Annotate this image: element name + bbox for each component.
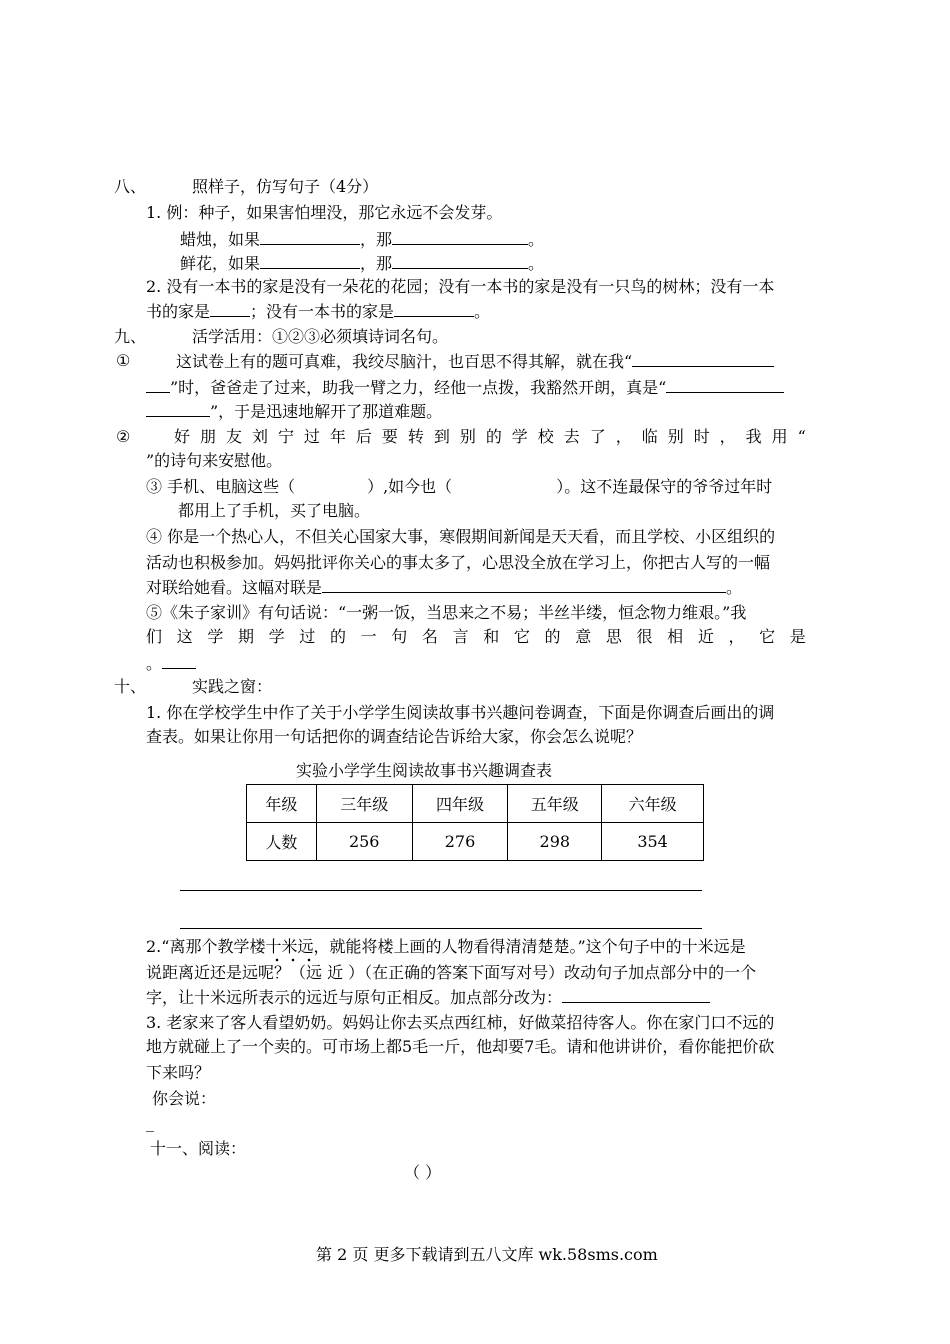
justified-char: 去 (563, 427, 580, 446)
section-8-title: 照样子，仿写句子（4分） (192, 177, 379, 196)
blank[interactable] (260, 228, 360, 245)
justified-char: 名 (421, 627, 438, 646)
justified-char: “ (797, 427, 806, 446)
justified-char: 意 (575, 627, 592, 646)
blank[interactable] (632, 350, 774, 367)
s8-q2-b: ；没有一本书的家是 (250, 302, 395, 321)
s10-q3-line2: 地方就碰上了一个卖的。可市场上都5毛一斤，他却要7毛。请和他讲讲价，看你能把价砍 (146, 1037, 775, 1056)
justified-char: ， (719, 427, 736, 446)
justified-char: ， (728, 627, 745, 646)
answer-line-1[interactable] (180, 890, 702, 891)
table-cell: 298 (508, 823, 602, 861)
s9-p4-line1: ④ 你是一个热心人，不但关心国家大事，寒假期间新闻是天天看，而且学校、小区组织的 (146, 527, 776, 546)
s9-p1-line3 (146, 400, 442, 423)
table-cell: 人数 (247, 823, 317, 861)
justified-char: 的 (485, 427, 502, 446)
justified-char: 的 (329, 627, 346, 646)
s8-q2-line1: 2. 没有一本书的家是没有一朵花的花园；没有一本书的家是没有一只鸟的树林；没有一本 (146, 277, 775, 296)
s9-p1-line1 (176, 350, 774, 373)
blank[interactable] (666, 376, 784, 393)
table-header-cell: 年级 (247, 785, 317, 823)
justified-char: 期 (237, 627, 254, 646)
survey-table (246, 784, 704, 861)
blank[interactable] (322, 576, 726, 593)
justified-char: 它 (513, 627, 530, 646)
s10-q2-line1 (146, 936, 746, 958)
blank[interactable] (392, 252, 528, 269)
blank[interactable] (392, 228, 528, 245)
s10-q2-line2: 说距离近还是远呢？（远 近 ）（在正确的答案下面写对号）改动句子加点部分中的一个 (146, 963, 757, 982)
blank[interactable] (394, 300, 474, 317)
blank[interactable] (146, 400, 210, 417)
s10-q3-line4: 你会说： (152, 1089, 217, 1108)
s8-q2-c: 。 (474, 302, 491, 321)
justified-char: 的 (544, 627, 561, 646)
s9-p4-line2: 活动也积极参加。妈妈批评你关心的事太多了，心思没全放在学习上，你把古人写的一幅 (146, 553, 771, 572)
s10-q3-line1: 3. 老家来了客人看望奶奶。妈妈让你去买点西红柿，好做菜招待客人。你在家门口不远的 (146, 1013, 775, 1032)
justified-char: 宁 (277, 427, 294, 446)
s9-p3-a: ③ 手机、电脑这些（ (146, 477, 296, 496)
answer-line-2[interactable] (180, 928, 702, 929)
table-cell: 256 (316, 823, 412, 861)
s8-q1-a-end: 。 (528, 230, 545, 249)
justified-char: 临 (641, 427, 658, 446)
s10-q1-line2: 查表。如果让你用一句话把你的调查结论告诉给大家，你会怎么说呢？ (146, 727, 643, 746)
justified-char: 后 (355, 427, 372, 446)
s9-p5-line1: ⑤《朱子家训》有句话说：“一粥一饭，当思来之不易；半丝半缕，恒念物力维艰。”我 (146, 603, 747, 622)
section-9-title: 活学活用：①②③必须填诗词名句。 (192, 327, 449, 346)
section-10-title: 实践之窗： (192, 677, 273, 696)
blank[interactable] (210, 300, 250, 317)
justified-char: 年 (329, 427, 346, 446)
dotted-phrase: 十米远 (265, 937, 314, 956)
s9-p1-text1: 这试卷上有的题可真难，我绞尽脑汁，也百思不得其解，就在我“ (176, 352, 633, 371)
section-11-title: 十一、阅读： (150, 1139, 247, 1158)
s9-p5-end: 。 (146, 654, 163, 673)
justified-char: 我 (745, 427, 762, 446)
table-cell: 354 (602, 823, 704, 861)
s8-q1-a-prefix: 蜡烛，如果 (180, 230, 261, 249)
justified-char: 言 (452, 627, 469, 646)
justified-char: 好 (174, 427, 191, 446)
s9-p2-line1 (174, 426, 806, 448)
s9-p2-mark: ② (116, 427, 131, 446)
s9-p1-text3: ”，于是迅速地解开了那道难题。 (210, 402, 443, 421)
justified-char: 近 (697, 627, 714, 646)
justified-char: 友 (225, 427, 242, 446)
justified-char: 学 (207, 627, 224, 646)
section-9-number: 九、 (114, 327, 147, 346)
s9-p5-line2 (146, 626, 806, 648)
s10-q1-line1: 1. 你在学校学生中作了关于小学学生阅读故事书兴趣问卷调查，下面是你调查后画出的调 (146, 703, 775, 722)
s9-p3-line2: 都用上了手机，买了电脑。 (178, 501, 371, 520)
justified-char: 别 (459, 427, 476, 446)
table-header-row (247, 785, 704, 823)
justified-char: 了 (589, 427, 606, 446)
s8-q1-line-b (180, 252, 544, 275)
justified-char: 它 (759, 627, 776, 646)
justified-char: 学 (511, 427, 528, 446)
s9-p4-line3 (146, 576, 742, 599)
table-header-cell: 四年级 (412, 785, 508, 823)
s10-q2-line3 (146, 986, 710, 1009)
justified-char: 别 (667, 427, 684, 446)
table-header-cell: 三年级 (316, 785, 412, 823)
blank[interactable] (162, 652, 196, 669)
blank[interactable] (562, 986, 710, 1003)
justified-char: 刘 (251, 427, 268, 446)
section-8-number: 八、 (114, 177, 147, 196)
justified-char: 这 (176, 627, 193, 646)
s9-p1-line2 (146, 376, 784, 399)
justified-char: 过 (303, 427, 320, 446)
justified-char: 句 (391, 627, 408, 646)
justified-char: 一 (360, 627, 377, 646)
s9-p1-text2: ”时，爸爸走了过来，助我一臂之力，经他一点拨，我豁然开朗，真是“ (170, 378, 667, 397)
s9-p1-mark: ① (116, 351, 131, 370)
justified-char: 思 (605, 627, 622, 646)
justified-char: 学 (268, 627, 285, 646)
s9-p3-c: ）。这不连最保守的爷爷过年时 (556, 477, 773, 496)
s9-p4-a: 对联给她看。这幅对联是 (146, 578, 323, 597)
s8-q2-a: 书的家是 (146, 302, 211, 321)
s10-q2-c: 字，让十米远所表示的远近与原句正相反。加点部分改为： (146, 988, 563, 1007)
s10-q3-line5: _ (146, 1113, 154, 1132)
s8-q1-b-mid: ，那 (360, 254, 393, 273)
justified-char: 用 (771, 427, 788, 446)
justified-char: 很 (636, 627, 653, 646)
s10-q2-b: ，就能将楼上画的人物看得清清楚楚。”这个句子中的十米远是 (313, 937, 746, 956)
s9-p3-line1 (146, 476, 772, 498)
s8-q2-line2 (146, 300, 490, 323)
table-row (247, 823, 704, 861)
justified-char: ， (615, 427, 632, 446)
s8-q1-b-end: 。 (528, 254, 545, 273)
justified-char: 和 (483, 627, 500, 646)
table-cell: 276 (412, 823, 508, 861)
s8-q1-example: 1. 例：种子，如果害怕埋没，那它永远不会发芽。 (146, 203, 503, 222)
table-header-cell: 五年级 (508, 785, 602, 823)
justified-char: 们 (146, 627, 163, 646)
justified-char: 转 (407, 427, 424, 446)
justified-char: 过 (299, 627, 316, 646)
blank[interactable] (260, 252, 360, 269)
s9-p4-b: 。 (726, 578, 743, 597)
justified-char: 是 (789, 627, 806, 646)
justified-char: 时 (693, 427, 710, 446)
s10-q2-a: 2.“离那个教学楼 (146, 937, 266, 956)
s10-q3-line3: 下来吗？ (146, 1063, 211, 1082)
justified-char: 朋 (199, 427, 216, 446)
s9-p3-b: ）,如今也（ (367, 477, 453, 496)
section-10-number: 十、 (114, 677, 147, 696)
blank[interactable] (146, 376, 170, 393)
s8-q1-line-a (180, 228, 544, 251)
s11-paren: （ ） (404, 1163, 442, 1182)
justified-char: 相 (667, 627, 684, 646)
table-title: 实验小学学生阅读故事书兴趣调查表 (296, 761, 553, 780)
justified-char: 到 (433, 427, 450, 446)
table-header-cell: 六年级 (602, 785, 704, 823)
s8-q1-a-mid: ，那 (360, 230, 393, 249)
justified-char: 校 (537, 427, 554, 446)
justified-char: 要 (381, 427, 398, 446)
s9-p5-line3 (146, 652, 196, 675)
s8-q1-b-prefix: 鲜花，如果 (180, 254, 261, 273)
page-footer: 第 2 页 更多下载请到五八文库 wk.58sms.com (316, 1245, 658, 1264)
s9-p2-line2: ”的诗句来安慰他。 (146, 451, 283, 470)
